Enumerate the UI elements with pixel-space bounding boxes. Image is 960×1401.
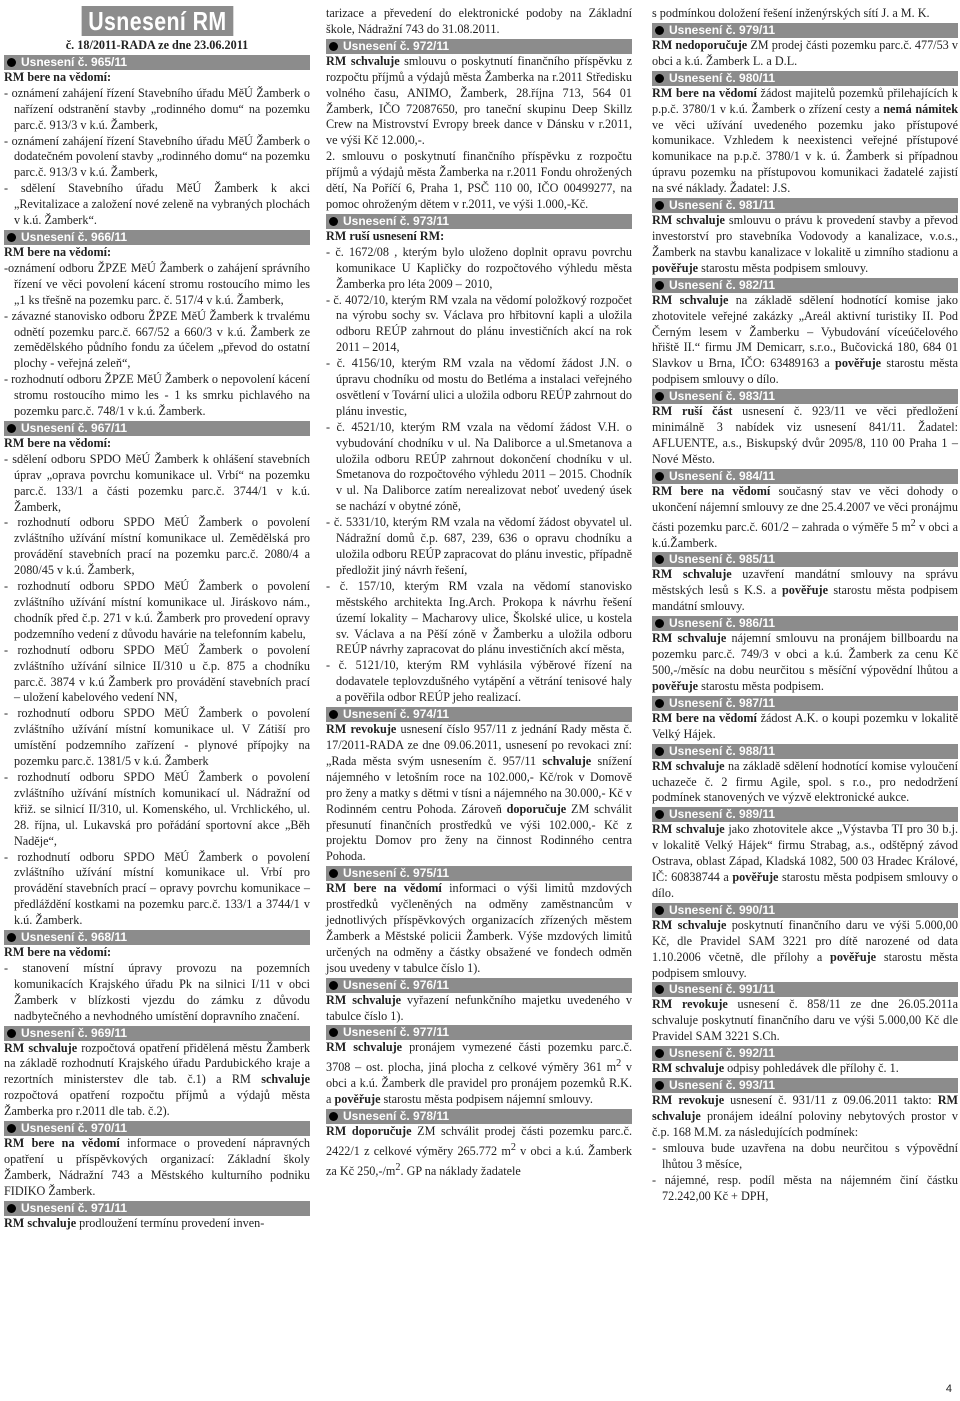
resolution-number: Usnesení č. 982/11 (669, 277, 776, 292)
paragraph: s podmínkou doložení řešení inženýrských sítí J. a M. K. (652, 6, 930, 20)
resolution-heading (652, 1078, 958, 1093)
resolution-number: Usnesení č. 969/11 (21, 1025, 128, 1040)
resolution-number: Usnesení č. 968/11 (21, 930, 128, 945)
resolution-number: Usnesení č. 987/11 (669, 695, 776, 710)
resolution-heading (652, 616, 958, 631)
bullet-icon (329, 710, 338, 719)
resolution-number: Usnesení č. 989/11 (669, 807, 776, 822)
list-item: - nájemné, resp. podíl města na nájemném činí částku 72.242,00 Kč + DPH, (652, 1172, 958, 1203)
list-item: - č. 5121/10, kterým RM vyhlásila výběrové řízení na dodavatele teplovzdušného vytápění a větrání tenisové haly a pověřila odbor REÚP jeho realizací. (326, 658, 632, 705)
list-item: - č. 4072/10, kterým RM vzala na vědomí položkový rozpočet na výrobu sochy sv. Václava pro hřbitovní kapli a uložila odboru REÚP zahrnout do plánu investičních akcí na rok 2011 – 2014, (326, 292, 632, 355)
list-item: - oznámení zahájení řízení Stavebního úřadu MěÚ Žamberk o dodatečném povolení stavby „rodinného domu“ na pozemku parc.č. 913/3 v k.ú. Žamberk, (4, 133, 310, 180)
resolution-number: Usnesení č. 979/11 (669, 22, 776, 37)
bullet-icon (329, 217, 338, 226)
bullet-icon (7, 1029, 16, 1038)
resolution-heading (652, 696, 958, 711)
section-label: RM ruší usnesení RM: (326, 228, 445, 243)
list-item: - stanovení místní úpravy provozu na pozemních komunikacích Krajského úřadu Pk na silnici I/11 v obci Žamberk v blízkosti vjezdu do zámku z důvodu nadbytečného a nevhodného umístění dopravního značení. (4, 960, 310, 1023)
resolution-heading (4, 1121, 310, 1136)
paragraph: RM schvaluje uzavření mandátní smlouvy na správu městských lesů s K.S. a pověřuje starostu města podpisem mandátní smlouvy. (652, 567, 958, 614)
column-3 (652, 6, 958, 1204)
paragraph: RM revokuje usnesení č. 931/11 z 09.06.2011 takto: RM schvaluje pronájem ideální poloviny nebytových prostor v č.p. 168 M.M. za následujících podmínek: (652, 1093, 958, 1139)
resolution-number: Usnesení č. 988/11 (669, 743, 776, 758)
list-item: -oznámení odboru ŽPZE MěÚ Žamberk o zahájení správního řízení ve věci povolení kácení stromu rostoucího mimo les „1 ks třešně na pozemku parc. č. 517/4 v k.ú. Žamberk, (4, 260, 310, 307)
column-2 (326, 6, 632, 1180)
resolution-heading (652, 903, 958, 918)
paragraph: RM schvaluje jako zhotovitele akce „Výstavba TI pro 30 b.j. v lokalitě Velký Hájek“ firmu Strabag, a.s., odštěpný závod Ostrava, oblast Západ, Kladská 1082, 500 03 Hradec Králové, IČ: 60838744 a pověřuje starostu města podpisem smlouvy o dílo. (652, 822, 959, 900)
paragraph: RM bere na vědomí informace o provedení nápravných opatření u příspěvkových organizací: Základní školy Žamberk, Nádražní 743 a Městského kulturního podniku FIDIKO Žamberk. (4, 1136, 310, 1198)
resolution-number: Usnesení č. 973/11 (343, 213, 450, 228)
paragraph: RM revokuje usnesení č. 858/11 ze dne 26.05.2011a schvaluje poskytnutí finančního daru ve výši 5.000,00 Kč dle Pravidel SAM 3221 S.Ch. (652, 997, 958, 1044)
resolution-number: Usnesení č. 966/11 (21, 229, 128, 244)
resolution-number: Usnesení č. 977/11 (343, 1025, 450, 1040)
paragraph: RM schvaluje nájemní smlouvu na pronájem billboardu na pozemku parc.č. 749/3 v obci a k.ú. Žamberk za cenu Kč 500,-/měsíc na dobu neurčitou s měsíční výpovědní lhůtou a pověřuje starostu města podpisem. (652, 631, 958, 693)
resolution-heading (652, 23, 958, 38)
resolution-heading (326, 39, 632, 54)
resolution-number: Usnesení č. 983/11 (669, 389, 776, 404)
resolution-number: Usnesení č. 978/11 (343, 1109, 450, 1124)
list-item: - rozhodnutí odboru SPDO MěÚ Žamberk o povolení zvláštního užívání místní komunikace ul. V Zátiší pro umístění podzemního zařízení - plynové přípojky na pozemku parc.č. 1381/5 v k.ú. Žamberk (4, 706, 310, 769)
resolution-heading (4, 1201, 310, 1216)
bullet-icon (655, 472, 664, 481)
bullet-icon (655, 810, 664, 819)
bullet-icon (655, 985, 664, 994)
bullet-icon (7, 233, 16, 242)
paragraph: RM bere na vědomí současný stav ve věci dohody o ukončení nájemní smlouvy ze dne 25.4.2007 ve věci pronájmu části pozemku parc.č. 601/2 – zahrada o výměře 5 $m^2$ v obci a k.ú.Žamberk. (652, 483, 958, 550)
resolution-number: Usnesení č. 971/11 (21, 1200, 128, 1215)
list-item: - rozhodnutí odboru ŽPZE MěÚ Žamberk o nepovolení kácení stromu rostoucího mimo les - 1 ks smrku pichlavého na pozemku parc.č. 748/1 v k.ú. Žamberk. (4, 372, 310, 419)
resolution-number: Usnesení č. 992/11 (669, 1046, 776, 1061)
bullet-icon (7, 58, 16, 67)
list-item: - rozhodnutí odboru SPDO MěÚ Žamberk o povolení zvláštního užívání místních komunikací ul. Nádražní od křiž. se silnicí II/310, ul. Komenského, ul. Vrchlického, ul. 28. října, ul. Lukavská pro pořádání sportovní akce „Běh Naděje“, (4, 769, 310, 848)
resolution-heading (652, 807, 958, 822)
list-item: - č. 5331/10, kterým RM vzala na vědomí žádost obyvatel ul. Nádražní domů č.p. 687, 239, 636 o opravu chodníku a uložila odboru REÚP zapracovat do plánu investic, případně předložit jiný návrh řešení, (326, 515, 632, 577)
resolution-number: Usnesení č. 976/11 (343, 977, 450, 992)
column-3-body (652, 6, 958, 1204)
list-item: - sdělení Stavebního úřadu MěÚ Žamberk k akci „Revitalizace a založení nové zeleně na vybraných plochách v k.ú. Žamberk“. (4, 181, 310, 228)
resolution-heading (326, 978, 632, 993)
list-item: - oznámení zahájení řízení Stavebního úřadu MěÚ Žamberk o nařízení odstranění stavby „rodinného domu“ na pozemku parc.č. 913/3 v k.ú. Žamberk, (4, 85, 310, 132)
resolution-number: Usnesení č. 986/11 (669, 616, 776, 631)
list-item: - č. 157/10, kterým RM vzala na vědomí stanovisko městského architekta Ing.Arch. Prokopa k návrhu řešení území lokality – Macharovy ulice, Školské ulice, u kostela sv. Václava a na Pěší zóně v Žamberku a uložila odboru REÚP návrhy zapracovat do plánu investičních akcí města, (326, 578, 632, 657)
paragraph: RM schvaluje smlouvu o poskytnutí finančního příspěvku z rozpočtu příjmů a výdajů města Žamberka na r.2011 Středisku volného času, ANIMO, Žamberk, 28.října 713, 564 01 Žamberk, IČO 72087650, pro taneční skupinu Deep Skillz Crew na Mistrovství Evropy breek dance v Dánsku v r.2011, ve výši Kč 12.000,-. (326, 53, 632, 148)
paragraph: RM bere na vědomí žádost majitelů pozemků přilehajících k p.p.č. 3780/1 v k.ú. Žamberk o zřízení cesty a nemá námitek ve věci užívání uvedeného pozemku jako přístupové komunikace. Vzhledem k neexistenci veřejné přístupové komunikace na p.p.č. 3780/1 v k. ú. Žamberk si případnou úpravu pozemku na přístupovou komunikaci žadatelé zajistí na své náklady. Žadatel: J.S. (652, 85, 958, 196)
list-item: - č. 1672/08 , kterým bylo uloženo doplnit opravu povrchu komunikace U Kapličky do rozpočtového výhledu města Žamberka pro léta 2009 – 2010, (326, 244, 632, 291)
list-item: - č. 4521/10, kterým RM vzala na vědomí žádost V.H. o vybudování chodníku v ul. Na Daliborce a ul.Smetanova a uložila odboru REÚP zahrnout dokončení chodníku v ul. Smetanova do rozpočtového výhledu 2011 – 2015. Chodník v ul. Na Daliborce zatím nerealizovat neboť uvedený úsek se nachází v obytné zóně, (326, 419, 632, 514)
paragraph: RM bere na vědomí informaci o výši limitů mzdových prostředků vyčleněných na odměny zaměstnancům v jednotlivých příspěvkových organizacích zřízených městem Žamberk a Městské policii Žamberk. Výše mzdových limitů určených na odměny a částky obsažené ve fondech odměn jsou uvedeny v tabulce číslo 1). (326, 881, 632, 975)
resolution-heading (652, 469, 958, 484)
resolution-heading (652, 71, 958, 86)
resolution-heading (652, 278, 958, 293)
paragraph: RM nedoporučuje ZM prodej části pozemku parc.č. 477/53 v obci a k.ú. Žamberk L. a D.L. (652, 37, 958, 68)
paragraph: RM schvaluje pronájem vymezené části pozemku parc.č. 3708 – ost. plocha, jiná plocha z celkové výměry 361 $m^2$ v obci a k.ú. Žamberk dle pravidel pro pronájem pozemků R.K. a pověřuje starostu města podpisem nájemní smlouvy. (326, 1040, 633, 1107)
bullet-icon (7, 933, 16, 942)
resolution-number: Usnesení č. 985/11 (669, 552, 776, 567)
resolution-heading (326, 214, 632, 229)
meeting-reference: č. 18/2011-RADA ze dne 23.06.2011 (65, 38, 249, 52)
paragraph: RM revokuje usnesení číslo 957/11 z jednání Rady města č. 17/2011-RADA ze dne 09.06.2011, usnesení po revokaci zní: „Rada města svým usnesením č. 957/11 schvaluje snížení nájemného v letošním roce na 102.000,- Kč/rok v Domově pro ženy a matky s dětmi v tísni a nájemného na 30.000,- Kč v Rodinném centru Pohoda. Zároveň doporučuje ZM schválit přesunutí finančních prostředků ve výši 102.000,- Kč z projektu Domov pro ženy na činnost Rodinného centra Pohoda. (326, 722, 632, 864)
list-item: - smlouva bude uzavřena na dobu neurčitou s výpovědní lhůtou 3 měsíce, (652, 1140, 958, 1171)
paragraph: RM bere na vědomí žádost A.K. o koupi pozemku v lokalitě Velký Hájek. (652, 710, 958, 741)
bullet-icon (655, 74, 664, 83)
list-item: - závazné stanovisko odboru ŽPZE MěÚ Žamberk k trvalému odnětí pozemku parc.č. 667/52 a 660/3 v k.ú. Žamberk ze zemědělského půdního fondu za účelem „převod do ostatní plochy - veřejná zeleň“, (4, 308, 310, 371)
list-item: - rozhodnutí odboru SPDO MěÚ Žamberk o povolení zvláštního užívání místní komunikace ul. Zemědělská pro provádění stavebních prací na pozemku parc.č. 2080/4 a 2080/45 v k.ú. Žamberk, (4, 515, 310, 578)
resolution-number: Usnesení č. 975/11 (343, 866, 450, 881)
resolution-number: Usnesení č. 981/11 (669, 198, 776, 213)
section-label: RM bere na vědomí: (4, 244, 112, 259)
bullet-icon (655, 699, 664, 708)
list-item: - č. 4156/10, kterým RM vzala na vědomí žádost J.N. o úpravu chodníku od mostu do Betléma a instalaci veřejného osvětlení v Tovární ulici a uložila odboru REÚP zahrnout do plánu investic, (326, 356, 632, 418)
paragraph: RM schvaluje odpisy pohledávek dle přílohy č. 1. (652, 1061, 899, 1076)
resolution-heading (652, 744, 958, 759)
list-item: - sdělení odboru SPDO MěÚ Žamberk k ohlášení stavebních úprav „oprava povrchu komunikace ul. Vrbí“ na pozemku parc.č. 133/1 a části pozemku parc.č. 3744/1 v k.ú. Žamberk, (4, 451, 310, 514)
resolution-heading (4, 1026, 310, 1041)
resolution-number: Usnesení č. 974/11 (343, 707, 450, 722)
resolution-number: Usnesení č. 967/11 (21, 420, 128, 435)
bullet-icon (329, 1112, 338, 1121)
resolution-heading (652, 552, 958, 567)
resolution-heading (652, 389, 958, 404)
resolution-heading (652, 198, 958, 213)
column-1 (4, 6, 310, 1232)
bullet-icon (655, 392, 664, 401)
paragraph: RM schvaluje na základě sdělení hodnotící komise jako zhotovitele veřejné zakázky „Areál aktivní turistiky II. Pod Černým lesem v Žamberku – Vybudování víceúčelového hřiště II.“ firmu JM Demicarr, s.r.o., Bučovická 180, 684 01 Slavkov u Brna, IČO: 63489163 a pověřuje starostu města podpisem smlouvy o dílo. (652, 292, 958, 387)
resolution-heading (326, 1109, 632, 1124)
bullet-icon (655, 1081, 664, 1090)
section-label: RM bere na vědomí: (4, 945, 112, 960)
paragraph: RM schvaluje smlouvu o právu k provedení stavby a převod investorství pro stavebníka Vodovody a kanalizace, v.o.s., Žamberk na stavbu kanalizace v lokalitě u zimního stadionu a pověřuje starostu města podpisem smlouvy. (652, 213, 958, 275)
resolution-number: Usnesení č. 970/11 (21, 1121, 128, 1136)
paragraph: RM ruší část usnesení č. 923/11 ve věci předložení minimálně 3 nabídek viz usnesení 841/11. Žadatel: AFLUENTE, a.s., Biskupský dvůr 2095/8, 110 00 Praha 1 – Nové Město. (652, 404, 958, 466)
bullet-icon (329, 981, 338, 990)
resolution-number: Usnesení č. 984/11 (669, 468, 776, 483)
resolution-number: Usnesení č. 990/11 (669, 902, 776, 917)
paragraph: tarizace a převedení do elektronické podoby na Základní škole, Nádražní 743 do 31.08.2011. (326, 6, 632, 36)
bullet-icon (655, 281, 664, 290)
bullet-icon (7, 1124, 16, 1133)
column-1-body (4, 55, 310, 1232)
bullet-icon (655, 906, 664, 915)
bullet-icon (655, 201, 664, 210)
resolution-heading (4, 930, 310, 945)
paragraph: RM schvaluje vyřazení nefunkčního majetku uvedeného v tabulce číslo 1). (326, 992, 632, 1023)
resolution-heading (652, 1046, 958, 1061)
masthead (4, 6, 310, 36)
paragraph: RM schvaluje poskytnutí finančního daru ve výši 5.000,00 Kč, dle Pravidel SAM 3221 pro dítě narozené od data 1.10.2006 včetně, dle přílohy a pověřuje starostu města podpisem smlouvy. (652, 917, 958, 980)
resolution-heading (326, 866, 632, 881)
bullet-icon (655, 1049, 664, 1058)
resolution-heading (4, 55, 310, 70)
resolution-number: Usnesení č. 965/11 (21, 54, 128, 69)
bullet-icon (329, 869, 338, 878)
list-item: - rozhodnutí odboru SPDO MěÚ Žamberk o povolení zvláštního užívání silnice II/310 u č.p. 875 a chodníku parc.č. 3874 v k.ú Žamberk pro provádění stavebních prací – uložení kabelového vedení NN, (4, 642, 310, 705)
resolution-heading (326, 1025, 632, 1040)
bullet-icon (7, 1204, 16, 1213)
list-item: - rozhodnutí odboru SPDO MěÚ Žamberk o povolení zvláštního užívání místní komunikace ul. Vrbí pro provádění stavebních prací – opravy povrchu komunikace – předláždění kostkami na pozemku parc.č. 133/1 a 3744/1 v k.ú. Žamberk. (4, 849, 310, 928)
resolution-number: Usnesení č. 972/11 (343, 38, 450, 53)
bullet-icon (655, 26, 664, 35)
bullet-icon (7, 424, 16, 433)
resolution-number: Usnesení č. 991/11 (669, 982, 776, 997)
resolution-heading (652, 982, 958, 997)
paragraph: RM schvaluje prodloužení termínu provedení inven- (4, 1215, 265, 1230)
bullet-icon (329, 1028, 338, 1037)
resolution-heading (4, 230, 310, 245)
paragraph: RM schvaluje rozpočtová opatření přidělená městu Žamberk na základě rozhodnutí Krajského úřadu Pardubického kraje a rezortních ministerstev dle tab. č.1) a RM schvaluje rozpočtová opatření rozpočtu příjmů a výdajů města Žamberka pro r.2011 dle tab. č.2). (4, 1040, 310, 1119)
section-label: RM bere na vědomí: (4, 435, 112, 450)
page-number: 4 (945, 1383, 952, 1395)
paragraph: 2. smlouvu o poskytnutí finančního příspěvku z rozpočtu příjmů a výdajů města Žamberka na r.2011 Fondu ohrožených dětí, Na Poříčí 6, Praha 1, PSČ 110 00, IČO 00499277, na pomoc ohroženým dětem v r.2011, ve výši 1.000,-Kč. (326, 149, 632, 211)
masthead-title: Usnesení RM (81, 6, 233, 36)
resolution-heading (326, 707, 632, 722)
resolution-heading (4, 421, 310, 436)
paragraph: RM schvaluje na základě sdělení hodnotící komise vyloučení uchazeče č. 2 firmu Agile, spol. s r.o., pro nedodržení podmínek stanovených ve výzvě elektronické aukce. (652, 758, 958, 805)
section-label: RM bere na vědomí: (4, 69, 112, 84)
list-item: - rozhodnutí odboru SPDO MěÚ Žamberk o povolení zvláštního užívání místní komunikace ul. Jiráskovo nám., chodník před č.p. 271 v k.ú. Žamberk pro provedení opravy podzemního vedení z důvodu havárie na telefonním kabelu, (4, 579, 310, 641)
column-2-body (326, 6, 632, 1180)
resolution-number: Usnesení č. 993/11 (669, 1078, 776, 1093)
bullet-icon (655, 555, 664, 564)
bullet-icon (329, 42, 338, 51)
bullet-icon (655, 619, 664, 628)
resolution-number: Usnesení č. 980/11 (669, 70, 776, 85)
paragraph: RM doporučuje ZM schválit prodej části pozemku parc.č. 2422/1 z celkové výměry 265.772 $m^2$ v obci a k.ú. Žamberk za Kč $250,-/m^2$. GP na náklady žadatele (326, 1124, 632, 1179)
bullet-icon (655, 747, 664, 756)
